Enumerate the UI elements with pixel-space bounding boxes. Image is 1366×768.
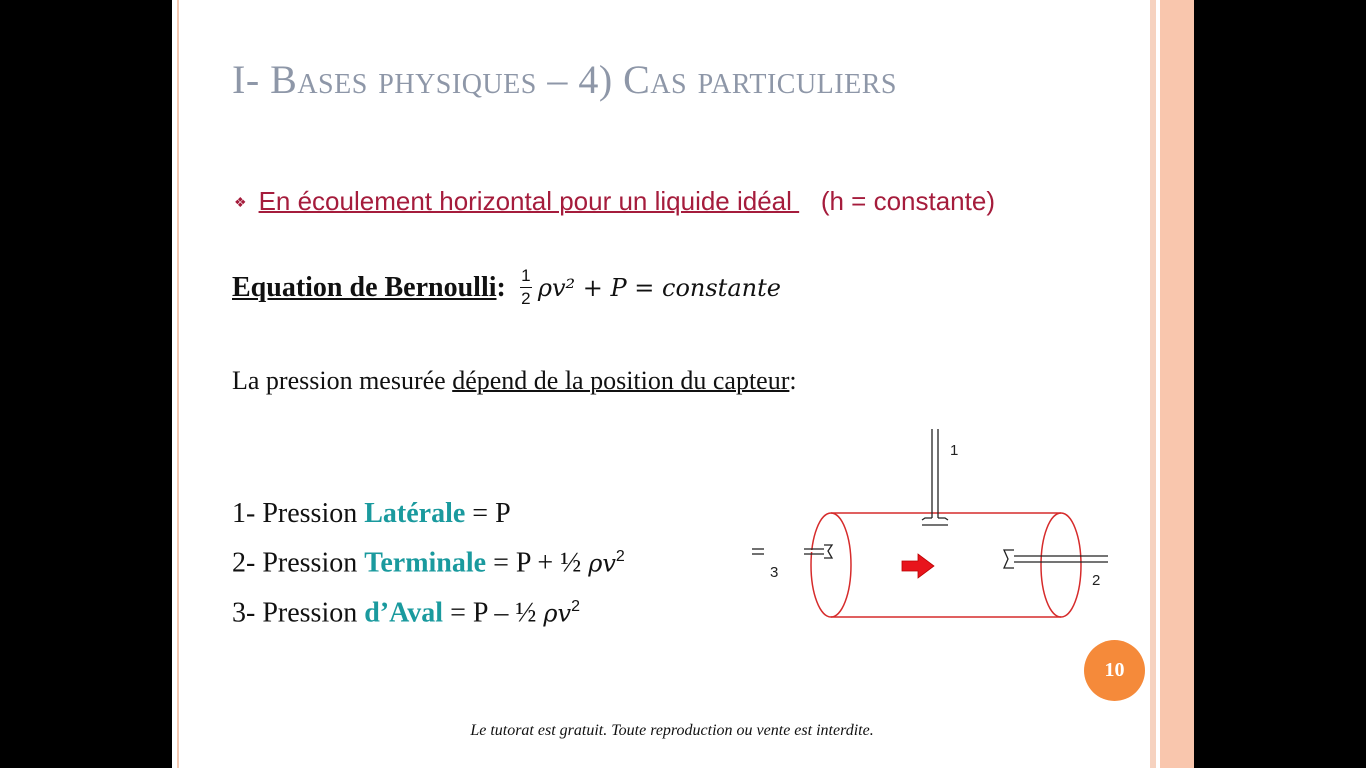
bernoulli-label: Equation de Bernoulli: [232, 271, 497, 303]
one-half-fraction: [520, 266, 532, 309]
left-border-stripe: [177, 0, 179, 768]
probe-label-1: 1: [950, 442, 959, 459]
keyword-aval: d’Aval: [364, 597, 444, 629]
probe-aval: [752, 545, 832, 558]
list-item: 3- Pression d’Aval = P – ½ $\rho v^2$: [232, 597, 580, 629]
keyword-terminal: Terminale: [364, 547, 487, 579]
list-item: 2- Pression Terminale = P + ½ $\rho v^2$: [232, 547, 625, 579]
slide-number: 10: [1104, 659, 1125, 681]
slide: [172, 0, 1194, 768]
bullet-note: (h = constante): [820, 186, 995, 216]
slide-number-badge: [1084, 640, 1145, 701]
pressure-prefix: La pression mesurée: [232, 366, 453, 395]
pipe-pressure-diagram: [752, 425, 1122, 625]
bernoulli-colon: :: [496, 271, 506, 303]
title-part2: Cas particuliers: [623, 57, 897, 102]
bullet-point: [234, 186, 995, 217]
slide-title: [232, 56, 897, 103]
keyword-lateral: Latérale: [364, 498, 466, 529]
probe-label-2: 2: [1092, 572, 1101, 589]
pressure-underlined: dépend de la position du capteur: [452, 366, 790, 395]
probe-lateral: [922, 429, 948, 525]
title-part1: Bases physiques: [270, 57, 537, 102]
pressure-list: [232, 492, 625, 636]
list-item: 1- Pression Latérale = P: [232, 498, 511, 529]
diamond-bullet-icon: ❖: [234, 194, 247, 210]
probe-terminal: [1004, 550, 1108, 568]
flow-arrow-icon: [902, 554, 934, 578]
right-border-band: [1160, 0, 1194, 768]
fraction-numerator: 1: [521, 266, 531, 285]
footer-notice: Le tutorat est gratuit. Toute reproduction ou vente est interdite.: [470, 722, 874, 739]
probe-label-3: 3: [770, 564, 779, 581]
title-mid: – 4): [536, 57, 624, 102]
pipe-left-end: [811, 513, 851, 617]
pressure-suffix: :: [789, 366, 797, 395]
right-border-stripe: [1150, 0, 1156, 768]
bullet-text: En écoulement horizontal pour un liquide idéal: [258, 186, 800, 216]
pressure-sentence: [232, 366, 797, 396]
title-prefix: I-: [232, 57, 271, 102]
bernoulli-equation: [232, 266, 781, 309]
bernoulli-formula: ρv² + P = constante: [537, 273, 781, 302]
fraction-denominator: 2: [521, 289, 531, 308]
pipe-right-end: [1041, 513, 1081, 617]
